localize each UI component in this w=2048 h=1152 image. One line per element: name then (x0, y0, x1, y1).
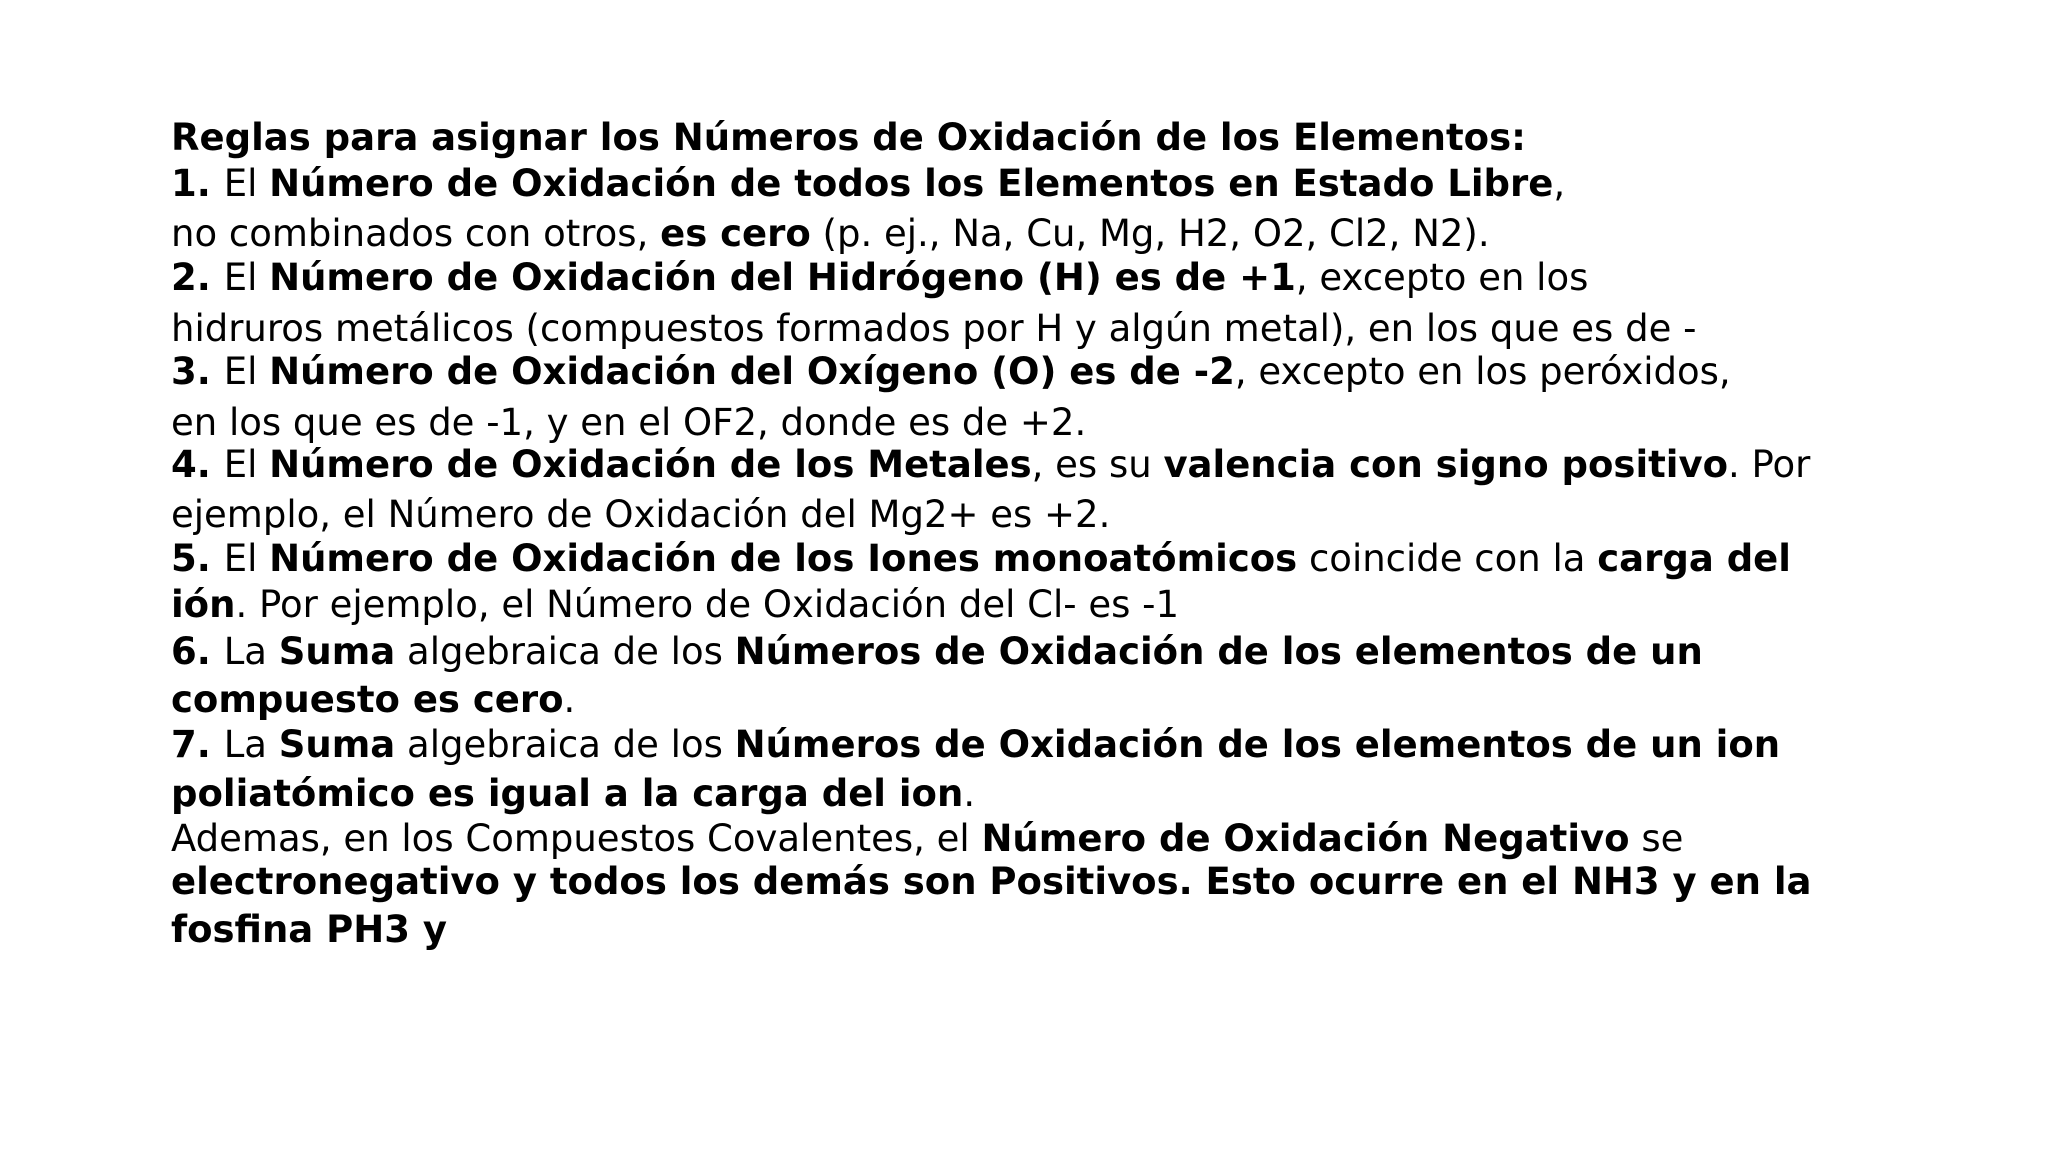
rule-3-line-1 (171, 350, 1731, 394)
bold-text-segment: Número de Oxidación del Hidrógeno (H) es de +1 (269, 256, 1296, 299)
rule-1-line-1 (171, 162, 1565, 206)
bold-text-segment: Número de Oxidación de todos los Elementos en Estado Libre (269, 162, 1554, 205)
text-segment: La (223, 723, 279, 766)
rule-6-line-1 (171, 630, 1703, 674)
bold-text-segment: 6. (171, 630, 224, 673)
note-line-3 (171, 908, 447, 952)
bold-text-segment: 3. (171, 350, 224, 393)
text-segment: . (963, 772, 976, 815)
text-segment: . Por (1728, 443, 1811, 486)
bold-text-segment: Número de Oxidación de los Iones monoatómicos (269, 537, 1298, 580)
bold-text-segment: 7. (171, 723, 224, 766)
text-segment: algebraica de los (395, 630, 735, 673)
text-segment: . Por ejemplo, el Número de Oxidación del Cl- es -1 (235, 583, 1180, 626)
bold-text-segment: poliatómico es igual a la carga del ion (171, 772, 964, 815)
text-segment: coincide con la (1297, 537, 1598, 580)
bold-text-segment: Números de Oxidación de los elementos de un (734, 630, 1703, 673)
text-segment: El (223, 350, 270, 393)
text-segment: en los que es de -1, y en el OF2, donde es de +2. (171, 401, 1087, 444)
bold-text-segment: Número de Oxidación del Oxígeno (O) es de -2 (269, 350, 1235, 393)
bold-text-segment: Número de Oxidación de los Metales (269, 443, 1032, 486)
rule-2-line-2 (171, 307, 1696, 351)
rules-heading: Reglas para asignar los Números de Oxidación de los Elementos: (171, 116, 1526, 159)
rule-5-line-2 (171, 583, 1179, 627)
bold-text-segment: 4. (171, 443, 224, 486)
text-segment: algebraica de los (395, 723, 735, 766)
rule-7-line-1 (171, 723, 1780, 767)
text-segment: , excepto en los (1295, 256, 1589, 299)
bold-text-segment: compuesto es cero (171, 678, 564, 721)
text-segment: no combinados con otros, (171, 212, 661, 255)
bold-text-segment: fosfina PH3 y (171, 908, 447, 951)
text-segment: se (1629, 817, 1684, 860)
rule-2-line-1 (171, 256, 1588, 300)
rule-6-line-2 (171, 678, 575, 722)
rule-4-line-1 (171, 443, 1810, 487)
text-segment: , (1553, 162, 1566, 205)
text-segment: (p. ej., Na, Cu, Mg, H2, O2, Cl2, N2). (810, 212, 1490, 255)
bold-text-segment: 2. (171, 256, 224, 299)
text-segment: El (223, 443, 270, 486)
text-segment: , excepto en los peróxidos, (1234, 350, 1731, 393)
text-segment: Ademas, en los Compuestos Covalentes, el (171, 817, 982, 860)
bold-text-segment: valencia con signo positivo (1163, 443, 1729, 486)
bold-text-segment: Suma (278, 630, 396, 673)
bold-text-segment: ión (171, 583, 236, 626)
note-line-1 (171, 817, 1683, 861)
text-segment: El (223, 256, 270, 299)
text-segment: , es su (1031, 443, 1164, 486)
bold-text-segment: 5. (171, 537, 224, 580)
bold-text-segment: carga del (1597, 537, 1791, 580)
bold-text-segment: Número de Oxidación Negativo (981, 817, 1630, 860)
bold-text-segment: es cero (660, 212, 811, 255)
text-segment: . (563, 678, 576, 721)
rule-5-line-1 (171, 537, 1791, 581)
bold-text-segment: electronegativo y todos los demás son Positivos. Esto ocurre en el NH3 y en la (171, 860, 1812, 903)
note-line-2 (171, 860, 1811, 904)
rule-4-line-2 (171, 493, 1110, 537)
text-segment: ejemplo, el Número de Oxidación del Mg2+ es +2. (171, 493, 1111, 536)
bold-text-segment: Números de Oxidación de los elementos de un ion (734, 723, 1781, 766)
text-segment: hidruros metálicos (compuestos formados por H y algún metal), en los que es de - (171, 307, 1697, 350)
rule-3-line-2 (171, 401, 1086, 445)
rule-7-line-2 (171, 772, 975, 816)
bold-text-segment: Suma (278, 723, 396, 766)
rule-1-line-2 (171, 212, 1490, 256)
bold-text-segment: 1. (171, 162, 224, 205)
text-segment: El (223, 537, 270, 580)
text-segment: La (223, 630, 279, 673)
text-segment: El (223, 162, 270, 205)
